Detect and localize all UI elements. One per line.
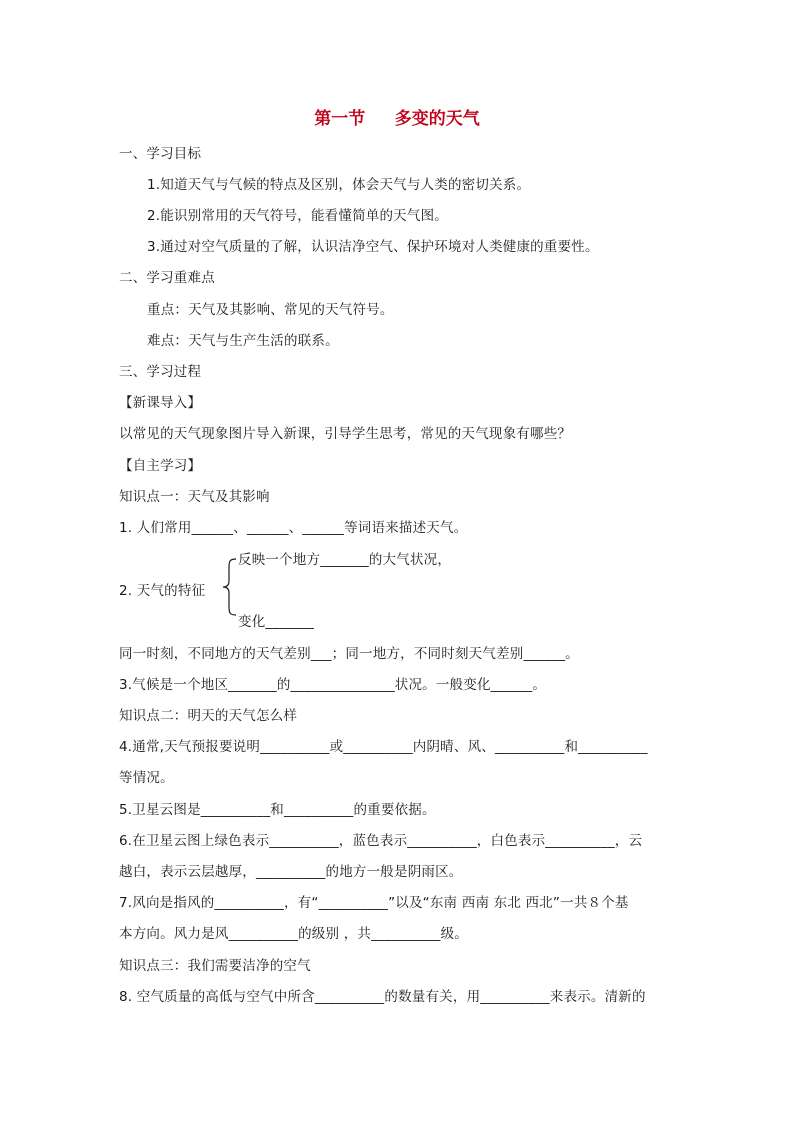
question-2-branch-b: 变化_______ [238,614,315,630]
brace-icon [220,558,240,616]
question-6-line-1: 6.在卫星云图上绿色表示__________，蓝色表示__________，白色表示__________，云 [119,833,643,849]
section-heading-goals: 一、学习目标 [119,146,202,162]
question-4-line-2: 等情况。 [119,770,174,786]
question-4-line-1: 4.通常,天气预报要说明__________或__________内阴晴、风、__________和__________ [119,739,648,755]
self-study-label: 【自主学习】 [119,458,202,474]
new-lesson-label: 【新课导入】 [119,395,202,411]
question-3: 3.气候是一个地区_______的_______________状况。一般变化______。 [119,677,547,693]
question-5: 5.卫星云图是__________和__________的重要依据。 [119,802,436,818]
question-2-followup: 同一时刻，不同地方的天气差别___；同一地方，不同时刻天气差别______。 [119,646,579,662]
knowledge-point-2-heading: 知识点二：明天的天气怎么样 [119,708,298,724]
question-7-line-2: 本方向。风力是风__________的级别 ，共__________级。 [119,926,468,942]
section-heading-key-points: 二、学习重难点 [119,270,215,286]
question-2-branch-a: 反映一个地方_______的大气状况， [238,552,452,568]
section-heading-process: 三、学习过程 [119,364,202,380]
question-8: 8. 空气质量的高低与空气中所含__________的数量有关，用__________来表示。清新的 [119,989,646,1005]
goal-item-2: 2.能识别常用的天气符号，能看懂简单的天气图。 [147,208,448,224]
key-point: 重点：天气及其影响、常见的天气符号。 [147,302,394,318]
goal-item-3: 3.通过对空气质量的了解，认识洁净空气、保护环境对人类健康的重要性。 [147,239,599,255]
knowledge-point-1-heading: 知识点一：天气及其影响 [119,489,270,505]
question-2-label: 2. 天气的特征 [119,583,206,599]
question-1: 1. 人们常用______、______、______等词语来描述天气。 [119,520,468,536]
question-7-line-1: 7.风向是指风的__________，有“__________”以及“东南 西南 东北 西北”一共８个基 [119,895,629,911]
new-lesson-text: 以常见的天气现象图片导入新课，引导学生思考，常见的天气现象有哪些？ [119,426,572,442]
goal-item-1: 1.知道天气与气候的特点及区别，体会天气与人类的密切关系。 [147,177,531,193]
difficult-point: 难点：天气与生产生活的联系。 [147,333,339,349]
knowledge-point-3-heading: 知识点三：我们需要洁净的空气 [119,958,311,974]
question-6-line-2: 越白，表示云层越厚，__________的地方一般是阴雨区。 [119,864,463,880]
page-title: 第一节 多变的天气 [314,109,480,129]
